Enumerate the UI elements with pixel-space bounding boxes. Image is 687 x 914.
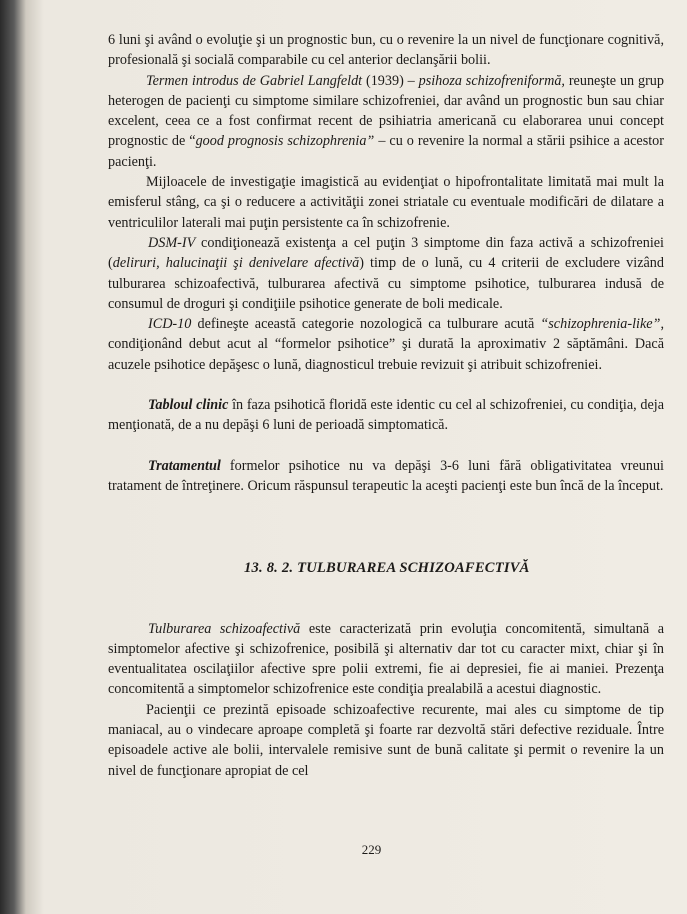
italic-term: ICD-10 [148,316,192,333]
paragraph-langfeldt [108,71,664,172]
text-run: formelor psihotice nu va depăşi 3-6 luni fără obligativitatea vreunui tratament de întreţinere. Oricum răspunsul terapeutic la aceşti pacienţi este bun încă de la început. [108,457,664,494]
bold-italic-term: Tratamentul [148,457,221,474]
text-run: , condiţionând debut acut al “formelor psihotice” şi durată la aproximativ 2 săptămâni. Dacă acuzele psihotice depăşesc o lună, diagnosticul trebuie revizuit şi atribuit schizofreniei. [108,316,664,373]
section-heading: 13. 8. 2. TULBURAREA SCHIZOAFECTIVĂ [244,560,530,577]
text-run: – cu o revenire la normal a stării psihice a acestor pacienţi. [108,133,664,170]
paragraph-dsm-iv [108,233,664,314]
bold-italic-term: Tabloul clinic [148,397,229,414]
italic-phrase: Termen introdus de Gabriel Langfeldt [146,72,363,89]
italic-term: Tulburarea schizoafectivă [148,620,301,637]
paragraph-tabloul-clinic [108,395,664,436]
italic-list: deliruri, halucinaţii şi denivelare afectivă [112,255,360,272]
paragraph-continuation: 6 luni şi având o evoluţie şi un prognostic bun, cu o revenire la un nivel de funcţionare cognitivă, profesională şi socială comparabile cu cel anterior declanşării bolii. [108,32,664,69]
page-body [108,30,664,781]
text-run: (1939) – [362,72,419,89]
text-run: condiţionează existenţa a cel puţin 3 simptome din faza activă a schizofreniei ( [108,234,664,272]
paragraph-patients: Pacienţii ce prezintă episoade schizoafective recurente, mai ales cu simptome de tip maniacal, au o vindecare aproape completă şi foarte rar dezvoltă stări defective reziduale. Între episoadele active ale bolii, intervalele remisive sunt de bună calitate şi permit o revenire la un nivel de funcţionare apropiat de cel [108,701,664,779]
italic-term: “schizophrenia-like” [540,316,661,333]
text-run: ) timp de o lună, cu 4 criterii de excludere vizând tulburarea schizoafectivă, tulburarea afectivă cu simptome psihotice, tulburarea indusă de consumul de droguri şi condiţiile psihotice generate de boli medicale. [108,255,664,312]
paragraph-tratamentul [108,456,664,497]
text-run: în faza psihotică floridă este identic cu cel al schizofreniei, cu condiţia, deja menţionată, de a nu depăşi 6 luni de perioadă simptomatică. [108,397,664,434]
italic-term: DSM-IV [148,234,196,251]
paragraph-schizoafective [108,619,664,700]
paragraph-icd-10 [108,314,664,375]
italic-term: good prognosis schizophrenia” [195,133,375,150]
text-run: este caracterizată prin evoluţia concomitentă, simultană a simptomelor afective şi schizofrenice, posibilă şi alternativ dar tot cu caracter mixt, chiar şi în eventualitatea oscilaţiilor afective spre polii extremi, fie ai depresiei, fie ai maniei. Prezenţa concomitentă a simptomelor schizofrenice este condiţia prealabilă a acestui diagnostic. [108,620,664,698]
text-run: defineşte această categorie nozologică ca tulburare acută [191,316,541,333]
text-run: reuneşte un grup heterogen de pacienţi cu simptome similare schizofreniei, dar având un prognostic bun sau chiar excelent, ceea ce a fost confirmat recent de psihiatria americană cu elaborarea unui concept prognostic de “ [108,72,664,150]
paragraph-imaging: Mijloacele de investigaţie imagistică au evidenţiat o hipofrontalitate limitată mai mult la emisferul stâng, ca şi o reducere a activităţii zonei striatale cu eventuale modificări de dilatare a ventriculilor laterali mai puţin persistente ca în schizofrenie. [108,174,664,231]
italic-term: psihoza schizofreniformă, [418,72,565,89]
page-number: 229 [361,842,382,857]
